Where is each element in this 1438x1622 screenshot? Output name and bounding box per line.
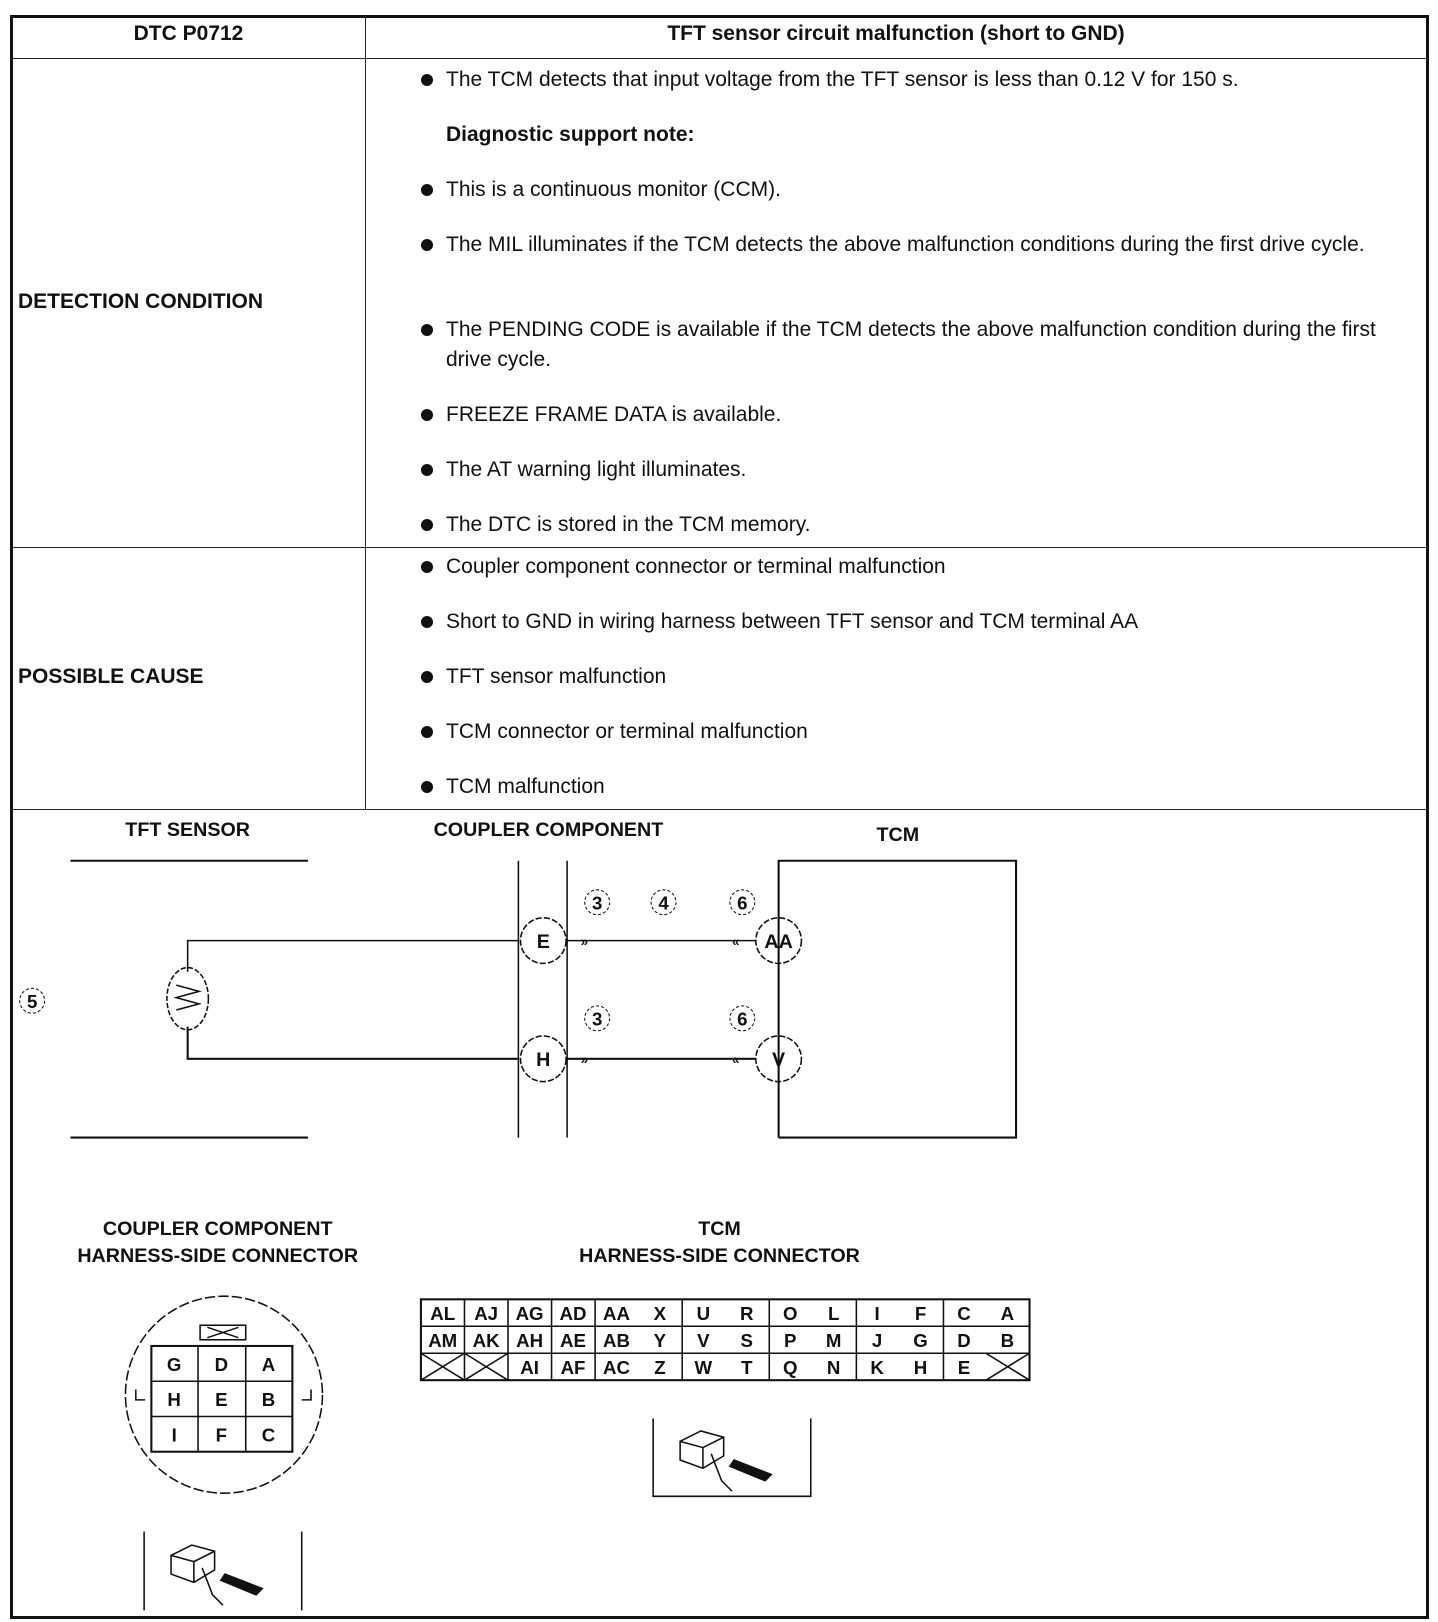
pin-label: AL [430, 1303, 456, 1325]
terminal-v: V [772, 1049, 786, 1072]
pin-label: V [697, 1330, 710, 1352]
callout-3: 3 [591, 1008, 603, 1030]
pin-label: P [783, 1330, 797, 1352]
pin-label: E [215, 1389, 228, 1411]
arrow-icon: « [731, 1051, 740, 1067]
item-text: The DTC is stored in the TCM memory. [446, 513, 811, 536]
pin-label: F [914, 1303, 927, 1325]
callout-3: 3 [591, 892, 603, 914]
item-text: TCM malfunction [446, 775, 605, 798]
item-text: Short to GND in wiring harness between TFT sensor and TCM terminal AA [446, 610, 1139, 633]
pin-label: AB [602, 1330, 630, 1352]
pin-label: AI [520, 1356, 539, 1378]
tcm-label: TCM [876, 824, 920, 847]
pin-label: D [957, 1330, 971, 1352]
connector-view-icon [171, 1545, 262, 1605]
pin-label: B [261, 1389, 276, 1411]
tcm-connector-subtitle: HARNESS-SIDE CONNECTOR [579, 1244, 860, 1267]
pin-label: C [957, 1303, 971, 1325]
pin-label: I [874, 1303, 880, 1325]
coupler-connector-title: COUPLER COMPONENT [102, 1218, 333, 1241]
arrow-icon: » [580, 933, 589, 949]
note-heading: Diagnostic support note: [446, 123, 695, 146]
item-text: Coupler component connector or terminal malfunction [446, 555, 946, 578]
pin-label: G [166, 1353, 182, 1375]
pin-label: M [825, 1330, 842, 1352]
pin-label: I [171, 1424, 177, 1446]
coupler-component-label: COUPLER COMPONENT [433, 818, 664, 841]
pin-label: K [870, 1356, 884, 1378]
pin-label: R [740, 1303, 754, 1325]
pin-label: O [782, 1303, 798, 1325]
pin-label: AC [602, 1356, 630, 1378]
terminal-e: E [536, 930, 550, 953]
pin-label: G [913, 1330, 928, 1352]
pin-label: H [167, 1389, 181, 1411]
detection-condition-label: DETECTION CONDITION [18, 290, 263, 313]
pin-label: A [1000, 1303, 1015, 1325]
pin-label: U [696, 1303, 711, 1325]
callout-6: 6 [737, 892, 748, 914]
pin-label: Z [654, 1356, 666, 1378]
pin-label: N [826, 1356, 841, 1378]
pin-label: AA [602, 1303, 630, 1325]
pin-label: J [871, 1330, 883, 1352]
pin-label: S [740, 1330, 754, 1352]
arrow-icon: « [731, 933, 740, 949]
terminal-aa: AA [764, 930, 793, 953]
item-text: The PENDING CODE is available if the TCM detects the above malfunction condition during the first drive cycle. [446, 318, 1376, 371]
pin-label: AE [560, 1330, 586, 1352]
tft-sensor-label: TFT SENSOR [125, 818, 251, 841]
pin-label: X [653, 1303, 667, 1325]
pin-label: AD [559, 1303, 587, 1325]
callout-4: 4 [658, 892, 669, 914]
pin-label: Y [653, 1330, 667, 1352]
dtc-code: DTC P0712 [133, 22, 244, 45]
pin-label: A [261, 1353, 276, 1375]
tcm-connector-title: TCM [698, 1218, 741, 1241]
item-text: TCM connector or terminal malfunction [446, 720, 808, 743]
item-text: This is a continuous monitor (CCM). [446, 178, 781, 201]
pin-label: H [913, 1356, 928, 1378]
possible-cause-label: POSSIBLE CAUSE [18, 665, 204, 688]
item-text: TFT sensor malfunction [446, 665, 667, 688]
item-text: The AT warning light illuminates. [446, 458, 747, 481]
callout-5: 5 [26, 990, 38, 1012]
pin-label: T [741, 1356, 753, 1378]
pin-label: AF [560, 1356, 586, 1378]
pin-label: L [827, 1303, 840, 1325]
connector-view-icon [680, 1431, 771, 1491]
terminal-h: H [536, 1049, 551, 1072]
item-text: The MIL illuminates if the TCM detects the above malfunction conditions during the first drive cycle. [446, 233, 1365, 256]
item-text: The TCM detects that input voltage from the TFT sensor is less than 0.12 V for 150 s. [446, 68, 1239, 91]
pin-label: F [215, 1424, 228, 1446]
item-text: FREEZE FRAME DATA is available. [446, 403, 782, 426]
pin-label: Q [782, 1356, 798, 1378]
pin-label: AM [428, 1330, 458, 1352]
pin-label: B [1000, 1330, 1015, 1352]
pin-label: C [261, 1424, 276, 1446]
callout-6: 6 [737, 1008, 748, 1030]
pin-label: W [694, 1356, 713, 1378]
pin-label: AH [516, 1330, 544, 1352]
pin-label: AK [472, 1330, 500, 1352]
pin-label: D [214, 1353, 229, 1375]
pin-label: AG [515, 1303, 544, 1325]
dtc-title: TFT sensor circuit malfunction (short to GND) [667, 22, 1125, 45]
pin-label: E [957, 1356, 971, 1378]
coupler-connector-subtitle: HARNESS-SIDE CONNECTOR [77, 1244, 359, 1267]
arrow-icon: » [580, 1051, 589, 1067]
pin-label: AJ [474, 1303, 499, 1325]
